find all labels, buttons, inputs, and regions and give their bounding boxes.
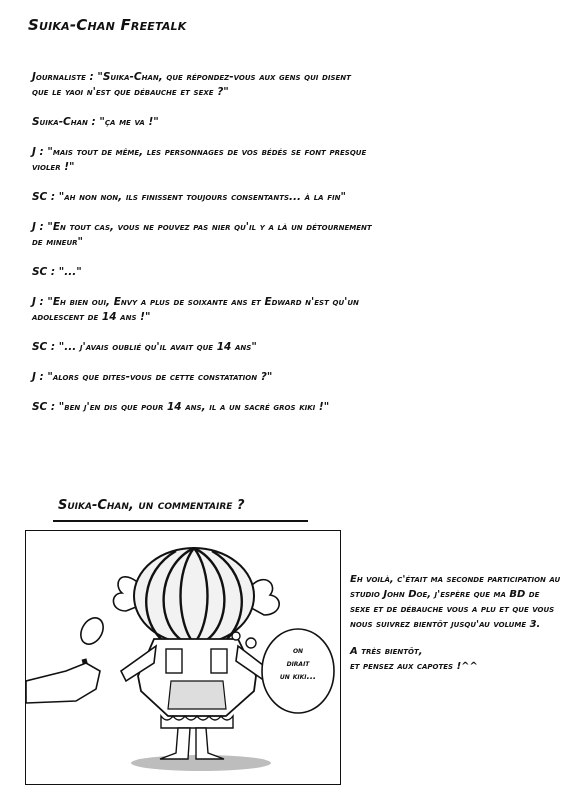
interview-dialogue bbox=[32, 70, 492, 430]
left-leg bbox=[160, 728, 190, 759]
dress-strap-right bbox=[211, 649, 227, 673]
dialogue-line: SC : "ah non non, ils finissent toujours consentants... à la fin" bbox=[32, 191, 346, 203]
heading-underline bbox=[53, 520, 308, 522]
dialogue-line: J : "En tout cas, vous ne pouvez pas nier qu'il y a là un détournement de mineur" bbox=[32, 221, 372, 248]
microphone-head bbox=[76, 614, 107, 648]
comic-panel bbox=[25, 530, 341, 785]
page-title: Suika-Chan Freetalk bbox=[28, 16, 187, 34]
dialogue-line: SC : "ben j'en dis que pour 14 ans, il a un sacré gros kiki !" bbox=[32, 401, 330, 413]
dialogue-line: J : "alors que dites-vous de cette constatation ?" bbox=[32, 371, 273, 383]
dialogue-line: J : "mais tout de même, les personnages de vos bédés se font presque violer !" bbox=[32, 146, 367, 173]
comment-paragraph: et pensez aux capotes !^^ bbox=[350, 661, 478, 672]
thought-dot bbox=[246, 638, 256, 648]
interviewer-hand bbox=[26, 663, 100, 703]
author-comment bbox=[350, 572, 562, 686]
ruffled-bloomers bbox=[161, 716, 233, 728]
dress-strap-left bbox=[166, 649, 182, 673]
dialogue-line: J : "Eh bien oui, Envy a plus de soixante ans et Edward n'est qu'un adolescent de 14 ans !" bbox=[32, 296, 359, 323]
dialogue-line: Suika-Chan : "ça me va !" bbox=[32, 116, 159, 128]
comment-paragraph: Eh voilà, c'était ma seconde participation au studio John Doe, j'espère que ma BD de sexe et de débauche vous a plu et que vous nous suivrez bientôt jusqu'au volume 3. bbox=[350, 574, 561, 630]
speech-bubble-text: on dirait un kiki... bbox=[279, 646, 317, 682]
dialogue-line: Journaliste : "Suika-Chan, que répondez-vous aux gens qui disent que le yaoi n'est que débauche et sexe ?" bbox=[32, 71, 351, 98]
dialogue-line: SC : "..." bbox=[32, 266, 82, 278]
right-leg bbox=[196, 728, 224, 759]
thought-dot bbox=[232, 632, 240, 640]
comment-paragraph: A très bientôt, bbox=[350, 646, 423, 657]
dress-skirt bbox=[168, 681, 226, 709]
dialogue-line: SC : "... j'avais oublié qu'il avait que 14 ans" bbox=[32, 341, 257, 353]
melon-head bbox=[134, 548, 254, 644]
comment-heading: Suika-Chan, un commentaire ? bbox=[58, 498, 245, 513]
